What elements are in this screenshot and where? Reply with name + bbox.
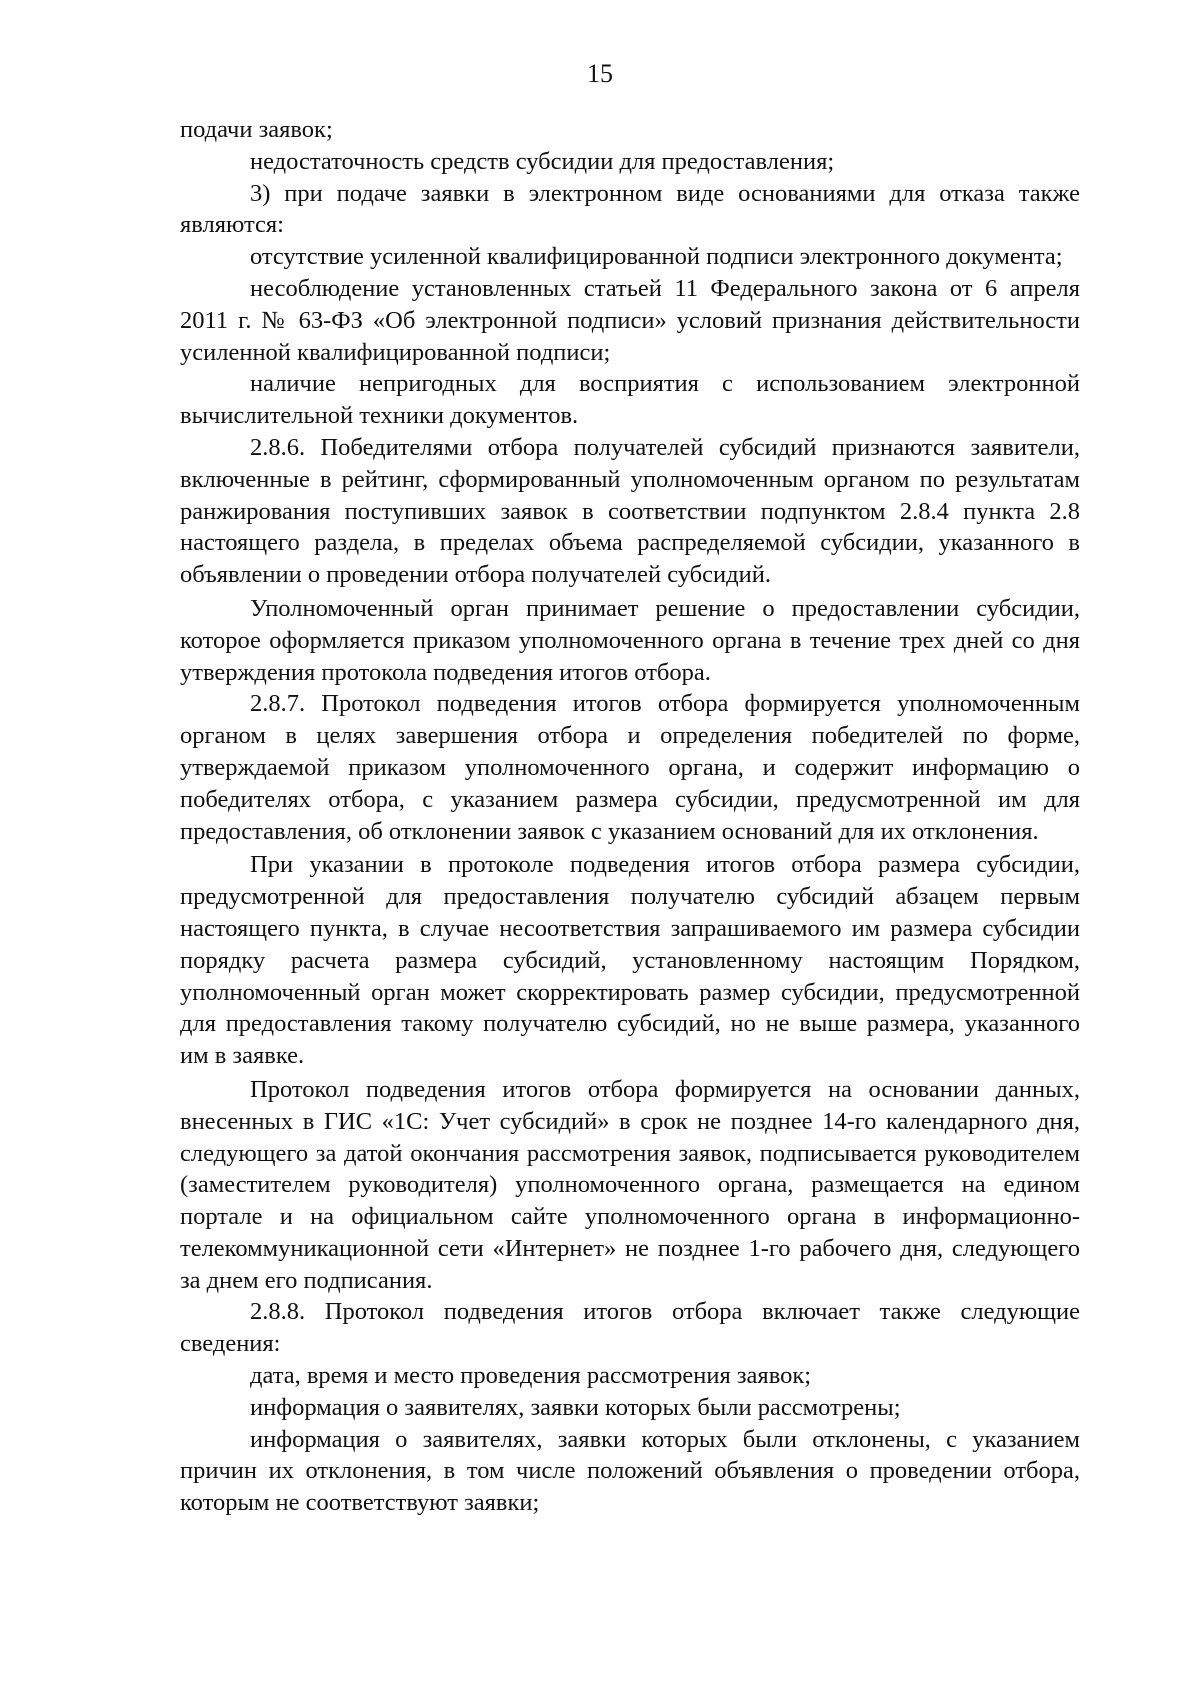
list-item: информация о заявителях, заявки которых были рассмотрены;	[250, 1393, 901, 1421]
page-number: 15	[587, 59, 613, 88]
paragraph-2-8-8: 2.8.8. Протокол подведения итогов отбора включает также следующие сведения:	[180, 1298, 1080, 1358]
paragraph: При указании в протоколе подведения итогов отбора размера субсидии, предусмотренной для предоставления получателю субсидий абзацем первым настоящего пункта, в случае несоответствия запрашиваемого им размера субсидии порядку расчета размера субсидий, установленному настоящим Порядком, уполномоченный орган может скорректировать размер субсидии, предусмотренной для предоставления такому получателю субсидий, но не выше размера, указанного им в заявке.	[180, 851, 1080, 1070]
list-item: информация о заявителях, заявки которых были отклонены, с указанием причин их отклонения, в том числе положений объявления о проведении отбора, которым не соответствуют заявки;	[180, 1425, 1080, 1517]
paragraph: отсутствие усиленной квалифицированной подписи электронного документа;	[250, 243, 1063, 271]
paragraph: 3) при подаче заявки в электронном виде основаниями для отказа также являются:	[180, 179, 1080, 239]
paragraph-2-8-7: 2.8.7. Протокол подведения итогов отбора формируется уполномоченным органом в целях завершения отбора и определения победителей по форме, утверждаемой приказом уполномоченного органа, и содержит информацию о победителях отбора, с указанием размера субсидии, предусмотренной им для предоставления, об отклонении заявок с указанием оснований для их отклонения.	[180, 690, 1080, 845]
paragraph: наличие непригодных для восприятия с использованием электронной вычислительной техники документов.	[180, 370, 1080, 430]
paragraph: Протокол подведения итогов отбора формируется на основании данных, внесенных в ГИС «1С: Учет субсидий» в срок не позднее 14-го календарного дня, следующего за датой окончания рассмотрения заявок, подписывается руководителем (заместителем руководителя) уполномоченного органа, размещается на едином портале и на официальном сайте уполномоченного органа в информационно-телекоммуникационной сети «Интернет» не позднее 1-го рабочего дня, следующего за днем его подписания.	[180, 1075, 1080, 1294]
paragraph: несоблюдение установленных статьей 11 Федерального закона от 6 апреля 2011 г. № 63-ФЗ «Об электронной подписи» условий признания действительности усиленной квалифицированной подписи;	[180, 274, 1080, 366]
paragraph: Уполномоченный орган принимает решение о предоставлении субсидии, которое оформляется приказом уполномоченного органа в течение трех дней со дня утверждения протокола подведения итогов отбора.	[180, 594, 1080, 686]
list-item: дата, время и место проведения рассмотрения заявок;	[250, 1362, 812, 1390]
document-body	[180, 114, 1080, 1519]
paragraph: недостаточность средств субсидии для предоставления;	[250, 147, 835, 175]
paragraph-2-8-6: 2.8.6. Победителями отбора получателей субсидий признаются заявители, включенные в рейтинг, сформированный уполномоченным органом по результатам ранжирования поступивших заявок в соответствии подпунктом 2.8.4 пункта 2.8 настоящего раздела, в пределах объема распределяемой субсидии, указанного в объявлении о проведении отбора получателей субсидий.	[180, 433, 1080, 589]
paragraph-continuation: подачи заявок;	[180, 116, 333, 143]
